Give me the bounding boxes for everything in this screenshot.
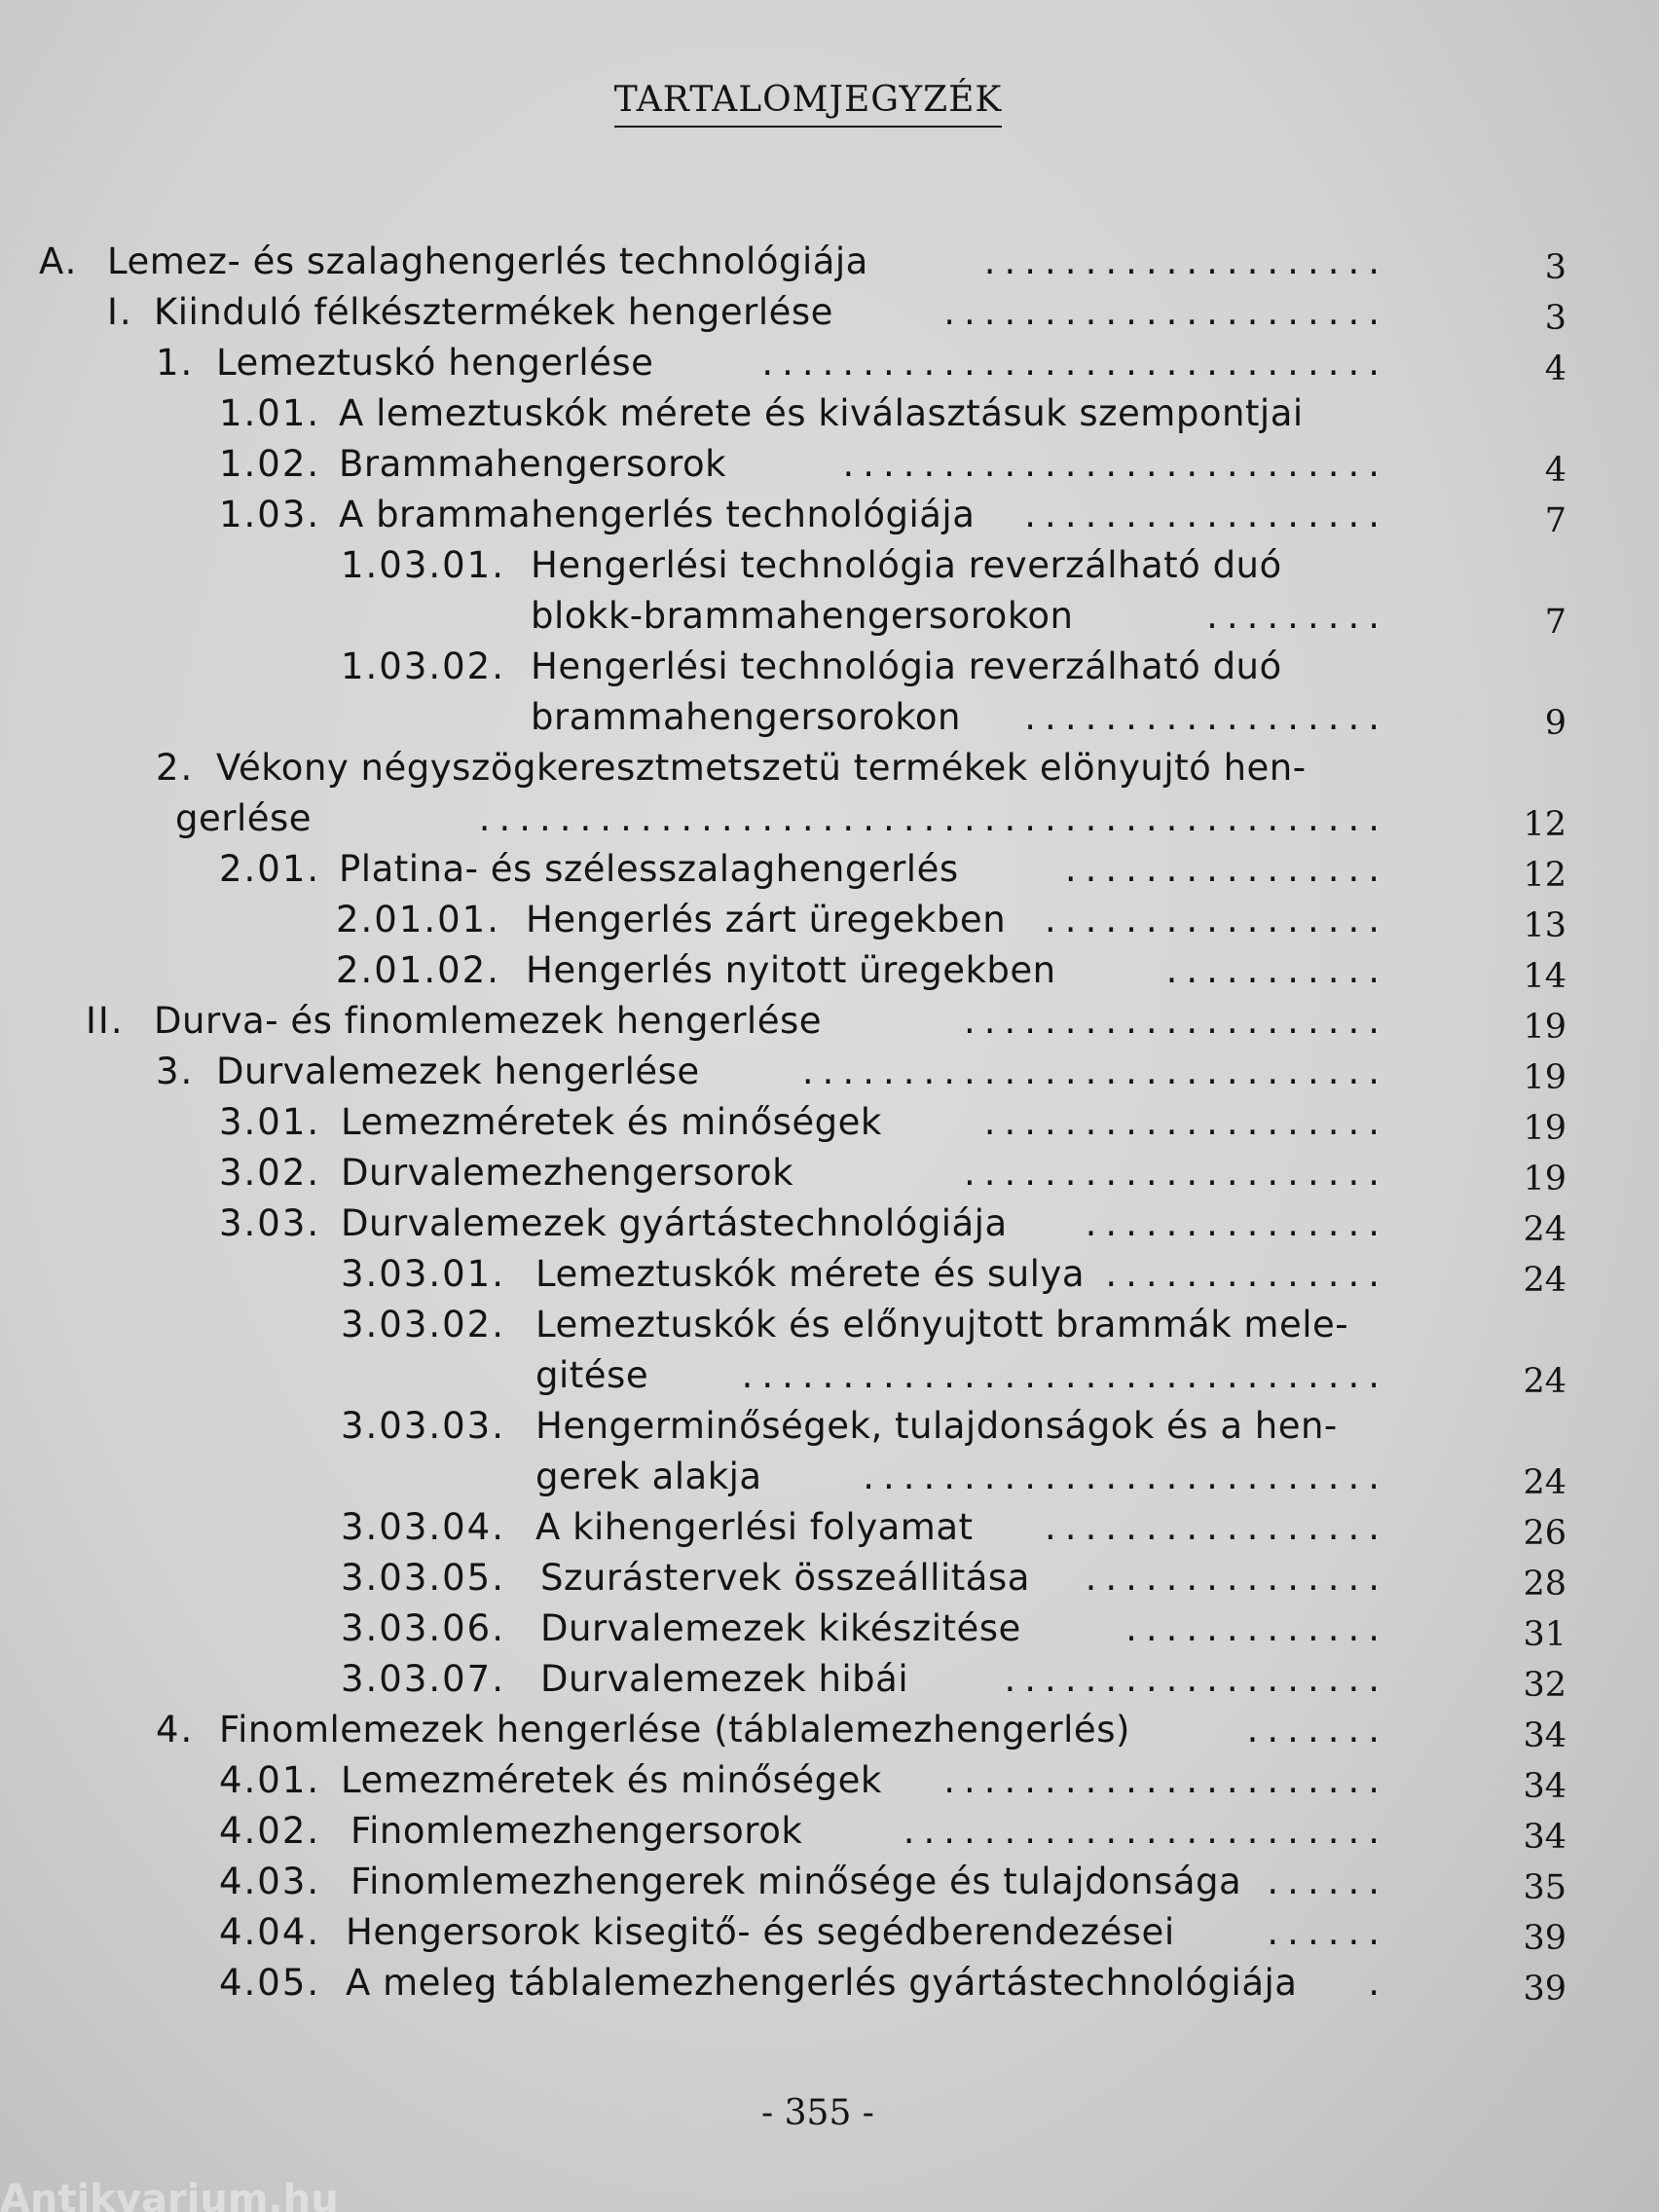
toc-entry-title: A meleg táblalemezhengerlés gyártástechnológiája [346, 1962, 1298, 2004]
toc-entry-title: Szurástervek összeállitása [540, 1557, 1030, 1599]
toc-leader-dots: ...................... [943, 291, 1388, 333]
toc-leader-dots: ............... [1085, 1202, 1388, 1244]
toc-entry [0, 1198, 1659, 1249]
toc-entry [0, 490, 1659, 540]
toc-entry [0, 1300, 1659, 1350]
toc-entry-number: 4.05. [219, 1962, 321, 2004]
toc-entry-page: 32 [1523, 1666, 1567, 1705]
toc-entry [0, 1907, 1659, 1958]
toc-leader-dots: .................. [1024, 494, 1388, 535]
toc-entry-title: Durvalemezek gyártástechnológiája [341, 1202, 1008, 1244]
toc-entry-page: 24 [1523, 1261, 1567, 1300]
page-number: - 355 - [761, 2093, 874, 2133]
toc-entry-title: Finomlemezhengerek minősége és tulajdonsága [350, 1861, 1242, 1902]
toc-leader-dots: ...... [1267, 1911, 1388, 1953]
toc-entry-number: 2.01.01. [336, 899, 500, 940]
toc-entry-title: Durvalemezek hibái [540, 1658, 909, 1700]
toc-entry-number: 2.01.02. [336, 949, 500, 991]
toc-entry-number: 1.03. [219, 494, 321, 535]
toc-entry-page: 28 [1523, 1565, 1567, 1604]
toc-entry-number: 3.03.02. [341, 1304, 505, 1346]
toc-entry [0, 996, 1659, 1047]
toc-entry-page: 31 [1523, 1615, 1567, 1654]
toc-entry-title: Finomlemezhengersorok [350, 1810, 803, 1852]
toc-leader-dots: ......... [1206, 595, 1388, 637]
toc-entry [0, 338, 1659, 388]
toc-entry [0, 388, 1659, 439]
toc-entry-title: Brammahengersorok [339, 443, 727, 485]
toc-entry-number: 4.01. [219, 1759, 321, 1801]
toc-entry-title: Lemezméretek és minőségek [341, 1759, 882, 1801]
toc-entry-page: 3 [1544, 248, 1567, 287]
toc-entry-title: brammahengersorokon [531, 696, 961, 738]
toc-entry-page: 26 [1523, 1514, 1567, 1553]
toc-leader-dots: ................ [1064, 848, 1388, 890]
toc-entry-page: 34 [1523, 1767, 1567, 1806]
toc-leader-dots: .......................... [863, 1456, 1388, 1497]
toc-entry-number: 1.03.02. [341, 645, 505, 687]
toc-entry-title: gitése [535, 1354, 649, 1396]
toc-entry [0, 591, 1659, 642]
toc-entry-number: 3.03.03. [341, 1405, 505, 1447]
watermark: Antikvarium.hu [0, 2177, 339, 2212]
toc-entry [0, 1553, 1659, 1604]
toc-leader-dots: ..................... [964, 1152, 1388, 1194]
toc-leader-dots: ............. [1125, 1607, 1388, 1649]
toc-entry-number: 4.03. [219, 1861, 321, 1902]
toc-entry-title: Hengerminőségek, tulajdonságok és a hen- [535, 1405, 1338, 1447]
toc-entry-page: 24 [1523, 1362, 1567, 1401]
toc-entry [0, 844, 1659, 895]
toc-entry-title: blokk-brammahengersorokon [531, 595, 1074, 637]
toc-entry-title: Platina- és szélesszalaghengerlés [339, 848, 959, 890]
toc-entry [0, 1350, 1659, 1401]
toc-leader-dots: ................. [1045, 899, 1388, 940]
toc-entry-title: Lemeztuskók és előnyujtott brammák mele- [535, 1304, 1349, 1346]
toc-entry-title: Lemez- és szalaghengerlés technológiája [107, 240, 868, 282]
toc-entry [0, 1401, 1659, 1452]
toc-entry-number: II. [86, 1000, 125, 1042]
toc-leader-dots: ................. [1045, 1506, 1388, 1548]
toc-entry [0, 1249, 1659, 1300]
toc-leader-dots: ................... [1004, 1658, 1388, 1700]
toc-entry-title: Lemezméretek és minőségek [341, 1101, 882, 1143]
toc-entry [0, 895, 1659, 945]
toc-entry-page: 24 [1523, 1463, 1567, 1502]
toc-entry-page: 14 [1523, 957, 1567, 996]
toc-entry-page: 39 [1523, 1919, 1567, 1958]
toc-entry-number: 1.01. [219, 392, 321, 434]
toc-entry-title: Vékony négyszögkeresztmetszetü termékek elönyujtó hen- [216, 747, 1307, 789]
toc-entry-number: 3.02. [219, 1152, 321, 1194]
toc-entry-title: Lemeztuskó hengerlése [216, 342, 654, 384]
toc-entry-page: 4 [1544, 350, 1567, 388]
toc-entry-title: A kihengerlési folyamat [535, 1506, 974, 1548]
toc-entry [0, 1705, 1659, 1755]
toc-entry [0, 540, 1659, 591]
toc-entry-page: 19 [1523, 1109, 1567, 1148]
toc-entry-number: A. [39, 240, 79, 282]
toc-entry [0, 642, 1659, 692]
toc-entry-page: 35 [1523, 1868, 1567, 1907]
toc-leader-dots: ....... [1246, 1709, 1388, 1751]
toc-entry [0, 1958, 1659, 2009]
toc-entry [0, 793, 1659, 844]
toc-entry [0, 945, 1659, 996]
toc-entry-number: 4.04. [219, 1911, 321, 1953]
toc-leader-dots: ........................... [842, 443, 1388, 485]
toc-entry [0, 743, 1659, 793]
toc-entry [0, 1857, 1659, 1907]
toc-entry-page: 12 [1523, 805, 1567, 844]
toc-entry-title: Durvalemezek hengerlése [216, 1051, 700, 1092]
toc-entry [0, 1452, 1659, 1502]
toc-entry-number: 3.03.04. [341, 1506, 505, 1548]
toc-entry [0, 1047, 1659, 1097]
toc-entry [0, 287, 1659, 338]
toc-entry [0, 1654, 1659, 1705]
toc-entry-title: Hengerlési technológia reverzálható duó [531, 645, 1282, 687]
toc-leader-dots: .................... [983, 240, 1388, 282]
toc-entry-title: Durva- és finomlemezek hengerlése [154, 1000, 823, 1042]
toc-entry-page: 19 [1523, 1008, 1567, 1047]
toc-leader-dots: ............... [1085, 1557, 1388, 1599]
toc-entry-title: gerlése [175, 797, 313, 839]
toc-entry [0, 1755, 1659, 1806]
toc-leader-dots: .................... [983, 1101, 1388, 1143]
toc-entry-number: 3.01. [219, 1101, 321, 1143]
toc-entry [0, 1502, 1659, 1553]
toc-entry-title: Finomlemezek hengerlése (táblalemezhengerlés) [219, 1709, 1130, 1751]
toc-entry-page: 4 [1544, 451, 1567, 490]
toc-entry [0, 692, 1659, 743]
toc-entry [0, 1604, 1659, 1654]
toc-entry-page: 12 [1523, 856, 1567, 895]
toc-entry-page: 7 [1544, 603, 1567, 642]
toc-entry-number: 2.01. [219, 848, 321, 890]
toc-leader-dots: ...... [1267, 1861, 1388, 1902]
toc-entry-number: 3. [156, 1051, 195, 1092]
toc-entry-title: Hengerlési technológia reverzálható duó [531, 544, 1282, 586]
toc-leader-dots: ............................. [801, 1051, 1388, 1092]
toc-entry [0, 439, 1659, 490]
toc-entry-page: 3 [1544, 299, 1567, 338]
toc-entry-page: 13 [1523, 906, 1567, 945]
toc-entry-title: A lemeztuskók mérete és kiválasztásuk szempontjai [339, 392, 1304, 434]
toc-entry-title: gerek alakja [535, 1456, 762, 1497]
toc-entry-page: 19 [1523, 1160, 1567, 1198]
toc-leader-dots: ..................... [964, 1000, 1388, 1042]
toc-entry-number: 3.03.01. [341, 1253, 505, 1295]
toc-entry-page: 34 [1523, 1818, 1567, 1857]
toc-leader-dots: .................. [1024, 696, 1388, 738]
toc-entry-number: 3.03.07. [341, 1658, 505, 1700]
toc-entry [0, 1806, 1659, 1857]
page-title-text: TARTALOMJEGYZÉK [614, 80, 1003, 128]
toc-entry-title: Durvalemezhengersorok [341, 1152, 793, 1194]
toc-entry-page: 34 [1523, 1716, 1567, 1755]
toc-entry-number: 1. [156, 342, 195, 384]
toc-entry-number: 1.02. [219, 443, 321, 485]
toc-entry-title: Hengerlés zárt üregekben [526, 899, 1007, 940]
toc-leader-dots: . [1368, 1962, 1388, 2004]
toc-entry-number: 4.02. [219, 1810, 321, 1852]
toc-entry-page: 7 [1544, 501, 1567, 540]
toc-entry-number: 4. [156, 1709, 195, 1751]
toc-entry-title: Kiinduló félkésztermékek hengerlése [154, 291, 833, 333]
toc-entry-title: Hengersorok kisegitő- és segédberendezései [346, 1911, 1175, 1953]
toc-entry [0, 237, 1659, 287]
toc-entry-page: 19 [1523, 1058, 1567, 1097]
toc-entry-page: 39 [1523, 1970, 1567, 2009]
toc-entry-number: 3.03.05. [341, 1557, 505, 1599]
toc-entry-number: 3.03.06. [341, 1607, 505, 1649]
page-title [0, 80, 1616, 120]
toc-leader-dots: ................................ [741, 1354, 1388, 1396]
toc-leader-dots: ...................... [943, 1759, 1388, 1801]
toc-entry-page: 24 [1523, 1210, 1567, 1249]
toc-leader-dots: ........................ [903, 1810, 1388, 1852]
toc-entry-page: 9 [1544, 704, 1567, 743]
toc-leader-dots: .............. [1105, 1253, 1388, 1295]
toc-entry-number: 2. [156, 747, 195, 789]
toc-leader-dots: ............................................. [478, 797, 1388, 839]
toc-entry-title: Hengerlés nyitott üregekben [526, 949, 1056, 991]
toc-entry-title: Lemeztuskók mérete és sulya [535, 1253, 1086, 1295]
toc-entry-number: I. [107, 291, 133, 333]
toc-entry-title: A brammahengerlés technológiája [339, 494, 976, 535]
toc-entry [0, 1148, 1659, 1198]
toc-leader-dots: ............................... [761, 342, 1388, 384]
toc-entry [0, 1097, 1659, 1148]
toc-entry-title: Durvalemezek kikészitése [540, 1607, 1021, 1649]
toc-leader-dots: ........... [1165, 949, 1388, 991]
toc-entry-number: 1.03.01. [341, 544, 505, 586]
toc-entry-number: 3.03. [219, 1202, 321, 1244]
